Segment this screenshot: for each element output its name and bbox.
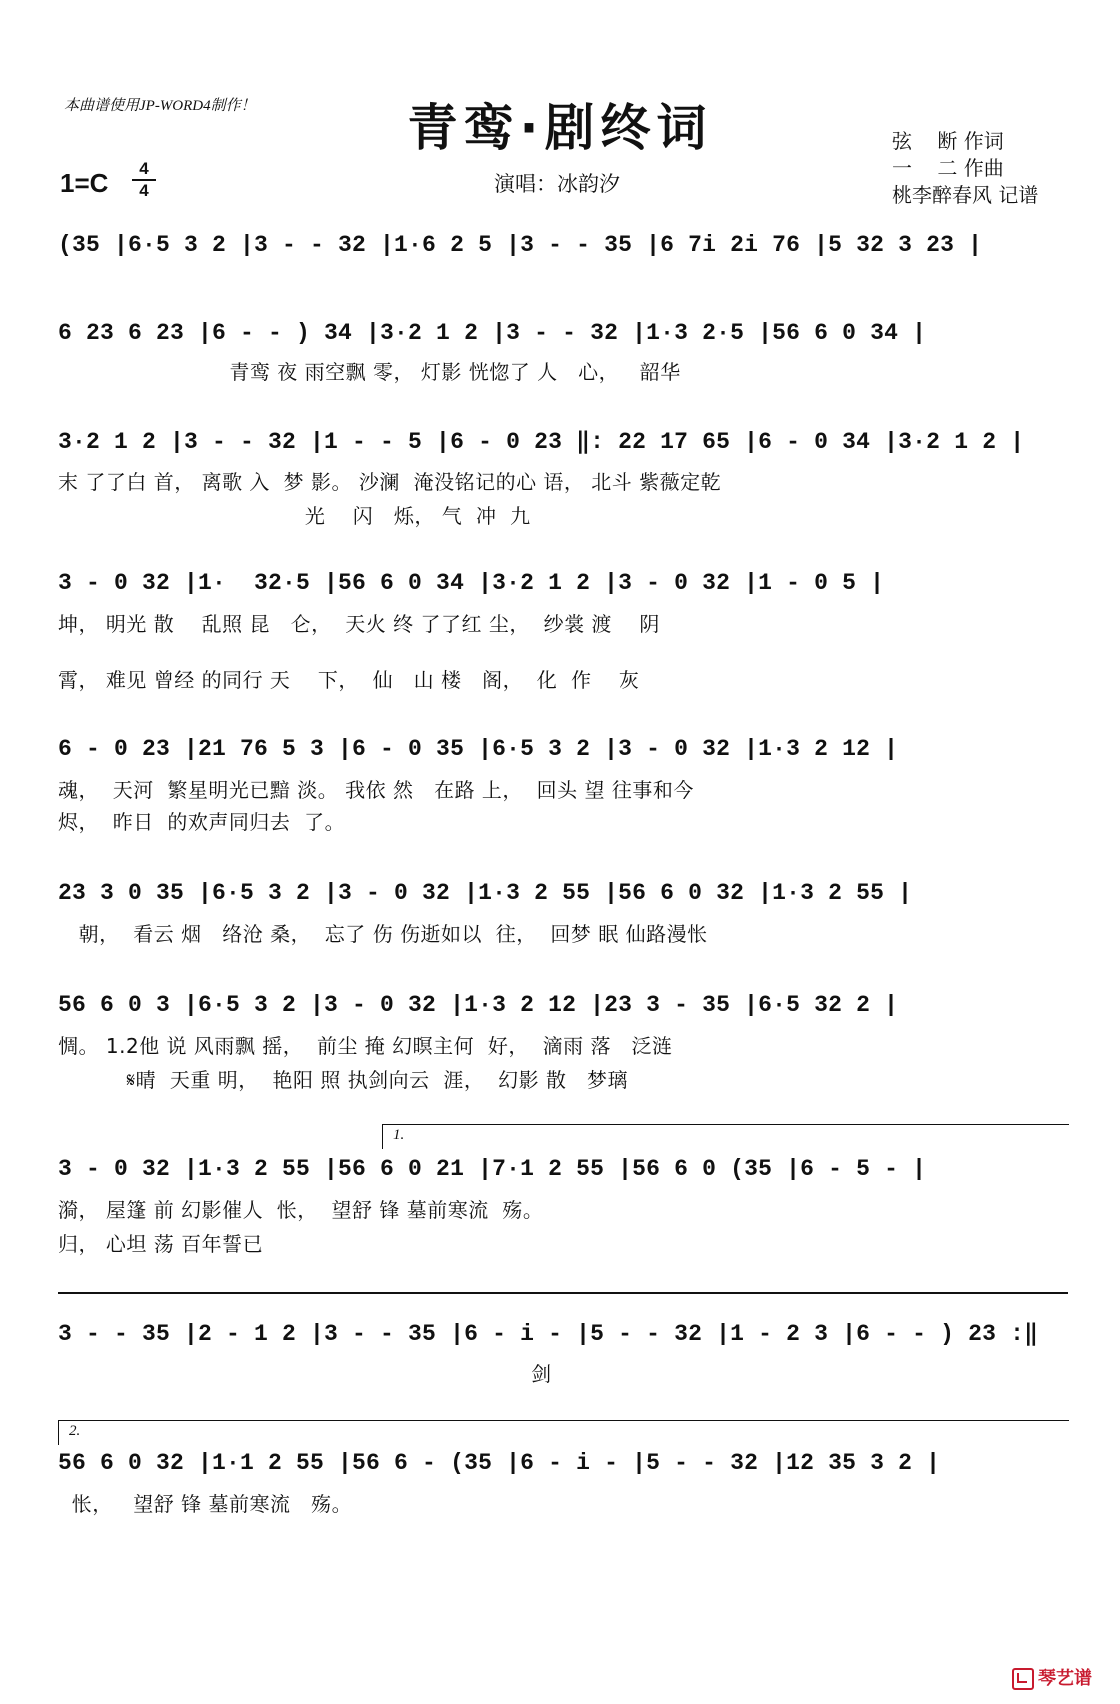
lyric-row-7-line-1: 惆。 1.2他 说 风雨飘 摇， 前尘 掩 幻暝主何 好， 滴雨 落 泛涟 [58,1034,673,1058]
volta-1-label: 1. [393,1127,405,1143]
lyric-row-6-line-1: 朝， 看云 烟 络沧 桑， 忘了 伤 伤逝如以 往， 回梦 眠 仙路漫怅 [58,922,708,946]
lyric-row-4-line-2: 霄， 难见 曾经 的同行 天 下， 仙 山 楼 阁， 化 作 灰 [58,668,640,692]
lyricist-credit: 弦 断 作词 [892,129,1004,153]
notation-row-8: 3 - 0 32 |1·3 2 55 |56 6 0 21 |7·1 2 55 |56 6 0 (35 |6 - 5 - | [58,1156,927,1182]
time-signature [132,160,156,200]
lyric-row-5-line-2: 烬， 昨日 的欢声同归去 了。 [58,810,346,834]
song-title: 青鸾·剧终词 [407,99,713,157]
notation-row-7: 56 6 0 3 |6·5 3 2 |3 - 0 32 |1·3 2 12 |23 3 - 35 |6·5 32 2 | [58,992,899,1018]
lyric-row-4-line-1: 坤， 明光 散 乱照 昆 仑， 天火 终 了了红 尘， 纱裳 渡 阴 [58,612,660,636]
composer-credit: 一 二 作曲 [892,156,1004,180]
lyric-row-3-line-1: 末 了了白 首， 离歌 入 梦 影。 沙澜 淹没铭记的心 语， 北斗 紫薇定乾 [58,470,722,494]
notation-row-2: 6 23 6 23 |6 - - ) 34 |3·2 1 2 |3 - - 32 |1·3 2·5 |56 6 0 34 | [58,320,927,346]
notation-row-10: 56 6 0 32 |1·1 2 55 |56 6 - (35 |6 - i - |5 - - 32 |12 35 3 2 | [58,1450,941,1476]
volta-1-continuation [58,1292,1068,1294]
notation-row-3: 3·2 1 2 |3 - - 32 |1 - - 5 |6 - 0 23 ‖: 22 17 65 |6 - 0 34 |3·2 1 2 | [58,429,1025,455]
lyric-row-8-line-1: 漪， 屋篷 前 幻影催人 怅， 望舒 锋 墓前寒流 殇。 [58,1198,544,1222]
lyric-row-3-line-2: 光 闪 烁， 气 冲 九 [58,504,531,528]
lyric-row-7-line-2: 𝄋晴 天重 明， 艳阳 照 执剑向云 涯， 幻影 散 梦璃 [58,1068,629,1092]
lyric-row-5-line-1: 魂， 天河 繁星明光已黯 淡。 我依 然 在路 上， 回头 望 往事和今 [58,778,694,802]
key-signature: 1=C [60,168,109,198]
notation-row-6: 23 3 0 35 |6·5 3 2 |3 - 0 32 |1·3 2 55 |56 6 0 32 |1·3 2 55 | [58,880,913,906]
lyric-row-2-line-1: 青鸾 夜 雨空飘 零， 灯影 恍惚了 人 心， 韶华 [58,360,681,384]
watermark-text: 琴艺谱 [1038,1668,1092,1689]
lyric-row-8-line-2: 归， 心坦 荡 百年誓已 [58,1232,264,1256]
meter-top: 4 [139,159,149,178]
volta-1-bracket [382,1124,1069,1149]
notation-row-9: 3 - - 35 |2 - 1 2 |3 - - 35 |6 - i - |5 - - 32 |1 - 2 3 |6 - - ) 23 :‖ [58,1321,1039,1347]
site-watermark [1012,1664,1092,1690]
notation-row-4: 3 - 0 32 |1· 32·5 |56 6 0 34 |3·2 1 2 |3 - 0 32 |1 - 0 5 | [58,570,885,596]
lyric-row-9-line-1: 剑 [58,1362,552,1386]
qinyipu-logo-icon [1012,1668,1034,1690]
singer: 演唱：冰韵汐 [494,172,620,196]
credits [892,128,1038,209]
notation-row-1: (35 |6·5 3 2 |3 - - 32 |1·6 2 5 |3 - - 35 |6 7i 2i 76 |5 32 3 23 | [58,232,983,258]
lyric-row-10-line-1: 怅， 望舒 锋 墓前寒流 殇。 [58,1492,353,1516]
meter-bottom: 4 [139,181,149,200]
maker-note: 本曲谱使用JP-WORD4制作！ [64,98,256,114]
volta-2-bracket [58,1420,1069,1445]
transcriber-credit: 桃李醉春风 记谱 [892,183,1039,207]
notation-row-5: 6 - 0 23 |21 76 5 3 |6 - 0 35 |6·5 3 2 |3 - 0 32 |1·3 2 12 | [58,736,899,762]
volta-2-label: 2. [69,1423,81,1439]
